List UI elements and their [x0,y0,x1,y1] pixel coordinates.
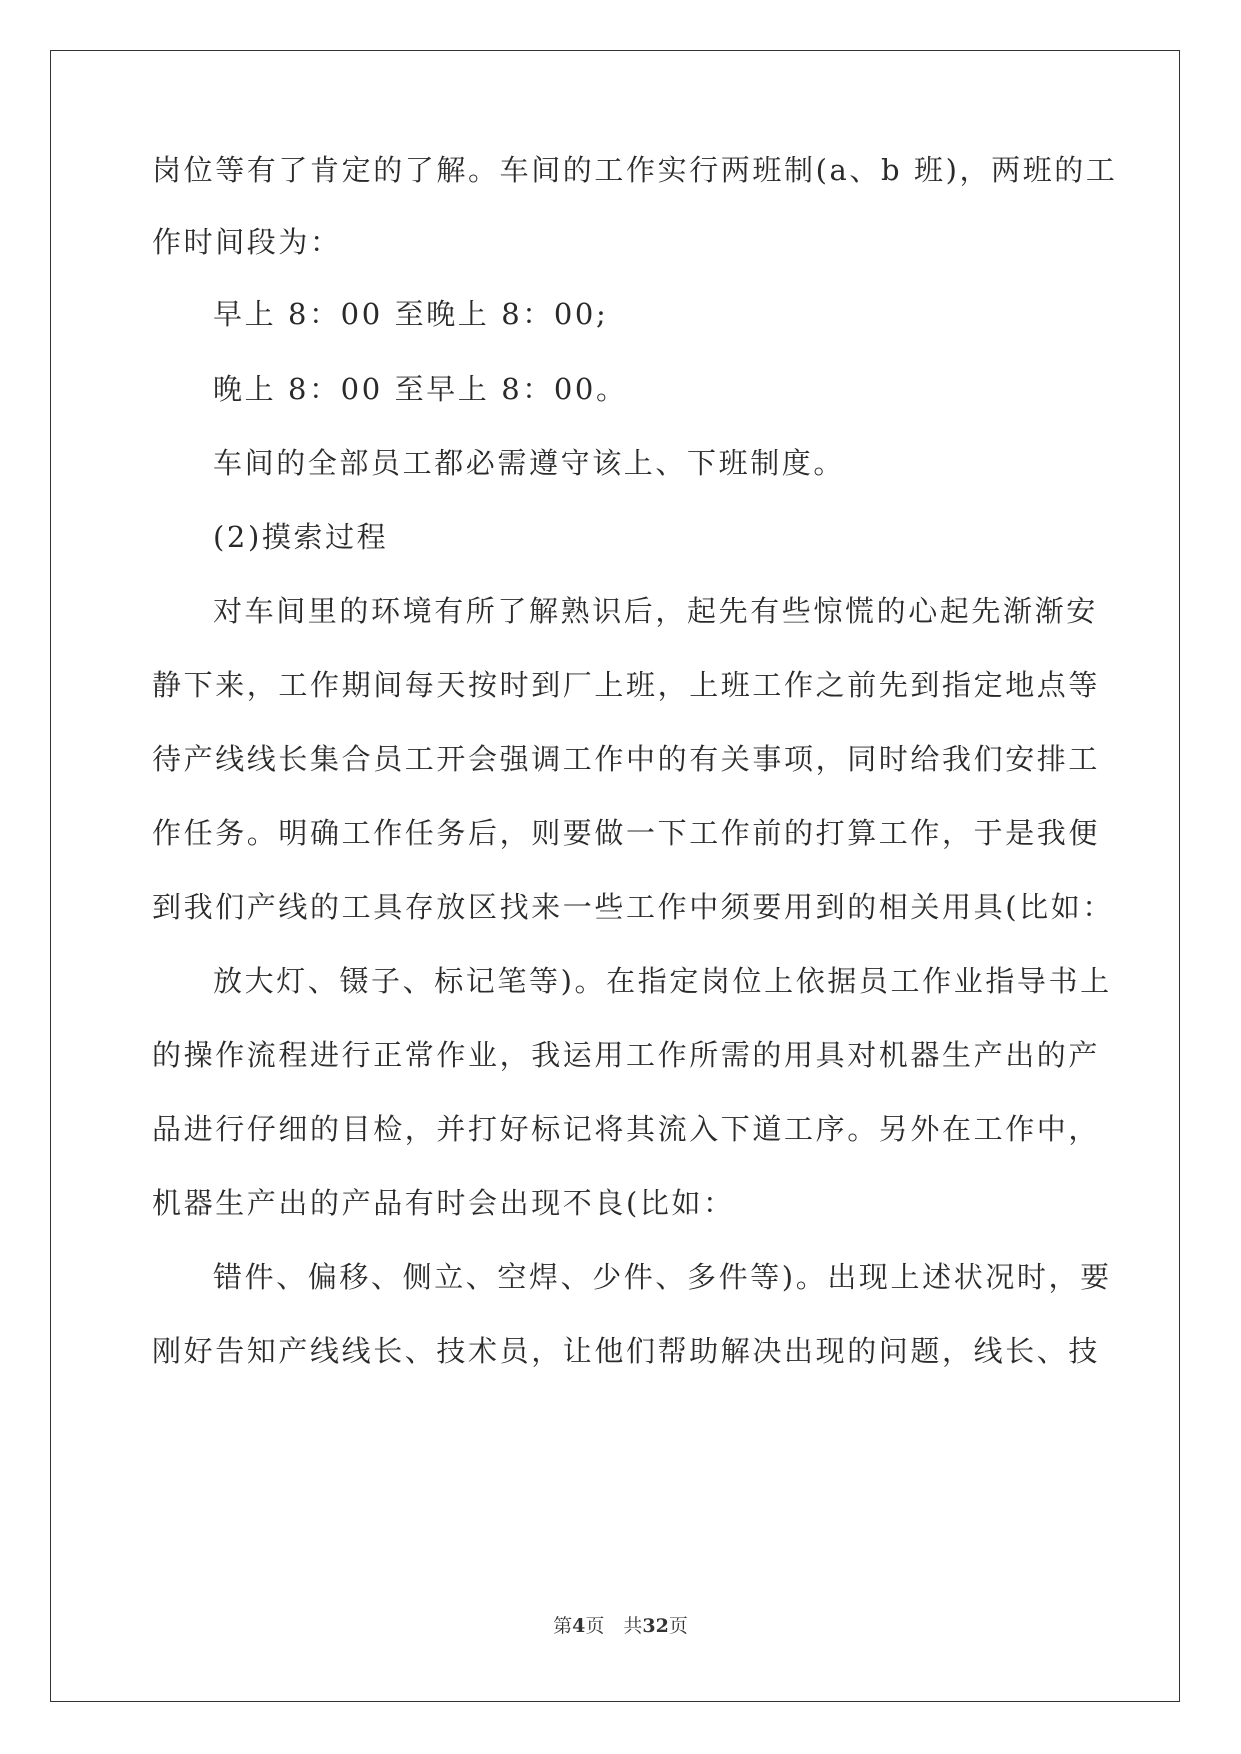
footer-prefix: 第 [553,1615,573,1637]
text-line: 对车间里的环境有所了解熟识后，起先有些惊慌的心起先渐渐安 [213,594,1098,628]
text-line: 放大灯、镊子、标记笔等)。在指定岗位上依据员工作业指导书上 [213,964,1112,998]
footer-suffix: 页 [668,1615,688,1637]
text-line: 品进行仔细的目检，并打好标记将其流入下道工序。另外在工作中， [152,1112,1101,1146]
text-line: 待产线线长集合员工开会强调工作中的有关事项，同时给我们安排工 [152,742,1101,776]
text-line: 早上 8：00 至晚上 8：00; [213,297,609,331]
text-line: 静下来，工作期间每天按时到厂上班，上班工作之前先到指定地点等 [152,668,1101,702]
page-footer [0,1614,1241,1638]
text-line: 刚好告知产线线长、技术员，让他们帮助解决出现的问题，线长、技 [152,1334,1101,1368]
footer-middle: 页 共 [585,1615,643,1637]
text-line: 作任务。明确工作任务后，则要做一下工作前的打算工作，于是我便 [152,816,1101,850]
text-line: 晚上 8：00 至早上 8：00。 [213,372,628,406]
section-heading: (2)摸索过程 [213,520,389,554]
text-line: 机器生产出的产品有时会出现不良(比如： [152,1186,735,1220]
text-line: 作时间段为： [152,225,342,259]
page-number: 4 [572,1615,586,1637]
text-line: 车间的全部员工都必需遵守该上、下班制度。 [213,446,846,480]
total-pages: 32 [642,1615,669,1637]
text-line: 的操作流程进行正常作业，我运用工作所需的用具对机器生产出的产 [152,1038,1101,1072]
text-line: 错件、偏移、侧立、空焊、少件、多件等)。出现上述状况时，要 [213,1260,1112,1294]
text-line: 岗位等有了肯定的了解。车间的工作实行两班制(a、b 班)，两班的工 [152,153,1118,187]
text-line: 到我们产线的工具存放区找来一些工作中须要用到的相关用具(比如： [152,890,1114,924]
